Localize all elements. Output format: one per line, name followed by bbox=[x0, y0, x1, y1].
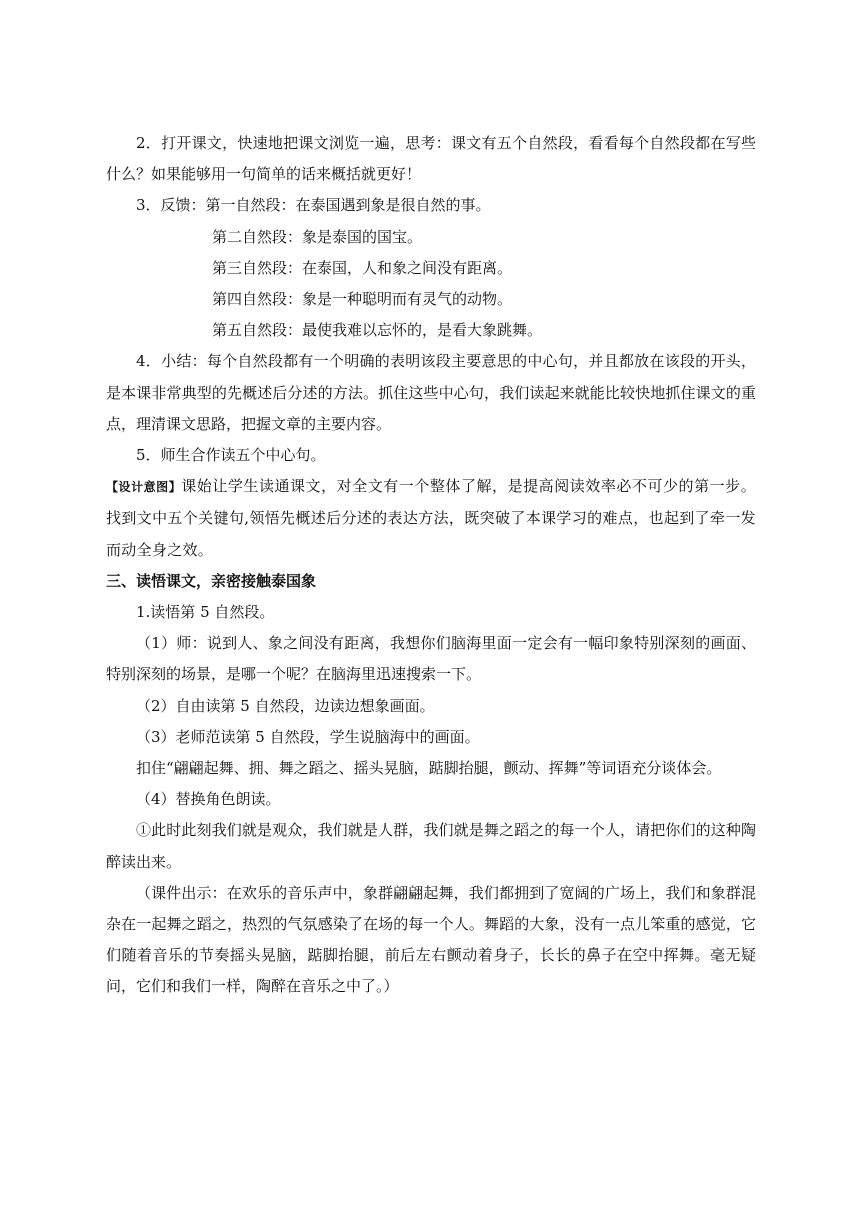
feedback-paragraph-4: 第四自然段：象是一种聪明而有灵气的动物。 bbox=[212, 290, 513, 309]
subsection-1-item-1: （1）师：说到人、象之间没有距离，我想你们脑海里面一定会有一幅印象特别深刻的画面、特别深刻的场景，是哪一个呢？在脑海里迅速搜索一下。 bbox=[106, 634, 756, 684]
subsection-1-item-4: （4）替换角色朗读。 bbox=[136, 790, 281, 809]
subsection-1-item-3: （3）老师范读第 5 自然段，学生说脑海中的画面。 bbox=[136, 727, 480, 746]
design-intent-text: 课始让学生读通课文，对全文有一个整体了解，是提高阅读效率必不可少的第一步。找到文中五个关键句,领悟先概述后分述的表达方法，既突破了本课学习的难点，也起到了牵一发而动全身之效。 bbox=[106, 477, 756, 559]
courseware-excerpt: （课件出示：在欢乐的音乐声中，象群翩翩起舞，我们都拥到了宽阔的广场上，我们和象群混杂在一起舞之蹈之，热烈的气氛感染了在场的每一个人。舞蹈的大象，没有一点儿笨重的感觉，它们随着音乐的节奏摇头晃脑，踮脚抬腿，前后左右颤动着身子，长长的鼻子在空中挥舞。毫无疑问，它们和我们一样，陶醉在音乐之中了。） bbox=[106, 883, 756, 996]
feedback-paragraph-2: 第二自然段：象是泰国的国宝。 bbox=[212, 227, 423, 246]
document-page bbox=[106, 128, 756, 1003]
subsection-1-item-4-a: ①此时此刻我们就是观众，我们就是人群，我们就是舞之蹈之的每一个人，请把你们的这种陶醉读出来。 bbox=[106, 821, 756, 871]
design-intent bbox=[106, 471, 756, 566]
feedback-paragraph-3: 第三自然段：在泰国，人和象之间没有距离。 bbox=[212, 258, 513, 277]
design-intent-tag: 【设计意图】 bbox=[106, 480, 182, 495]
subsection-1: 1.读悟第 5 自然段。 bbox=[136, 603, 275, 622]
section-heading-3: 三、读悟课文，亲密接触泰国象 bbox=[106, 571, 317, 590]
paragraph-step-5: 5．师生合作读五个中心句。 bbox=[136, 446, 326, 465]
subsection-1-item-3-detail: 扣住“翩翩起舞、拥、舞之蹈之、摇头晃脑，踮脚抬腿，颤动、挥舞”等词语充分谈体会。 bbox=[136, 759, 722, 778]
paragraph-step-4: 4．小结：每个自然段都有一个明确的表明该段主要意思的中心句，并且都放在该段的开头，是本课非常典型的先概述后分述的方法。抓住这些中心句，我们读起来就能比较快地抓住课文的重点，理清课文思路，把握文章的主要内容。 bbox=[106, 352, 756, 433]
paragraph-step-3: 3．反馈：第一自然段：在泰国遇到象是很自然的事。 bbox=[136, 196, 491, 215]
paragraph-step-2: 2．打开课文，快速地把课文浏览一遍，思考：课文有五个自然段，看看每个自然段都在写些什么？如果能够用一句简单的话来概括就更好！ bbox=[106, 134, 756, 184]
feedback-paragraph-5: 第五自然段：最使我难以忘怀的，是看大象跳舞。 bbox=[212, 321, 543, 340]
subsection-1-item-2: （2）自由读第 5 自然段，边读边想象画面。 bbox=[136, 696, 435, 715]
